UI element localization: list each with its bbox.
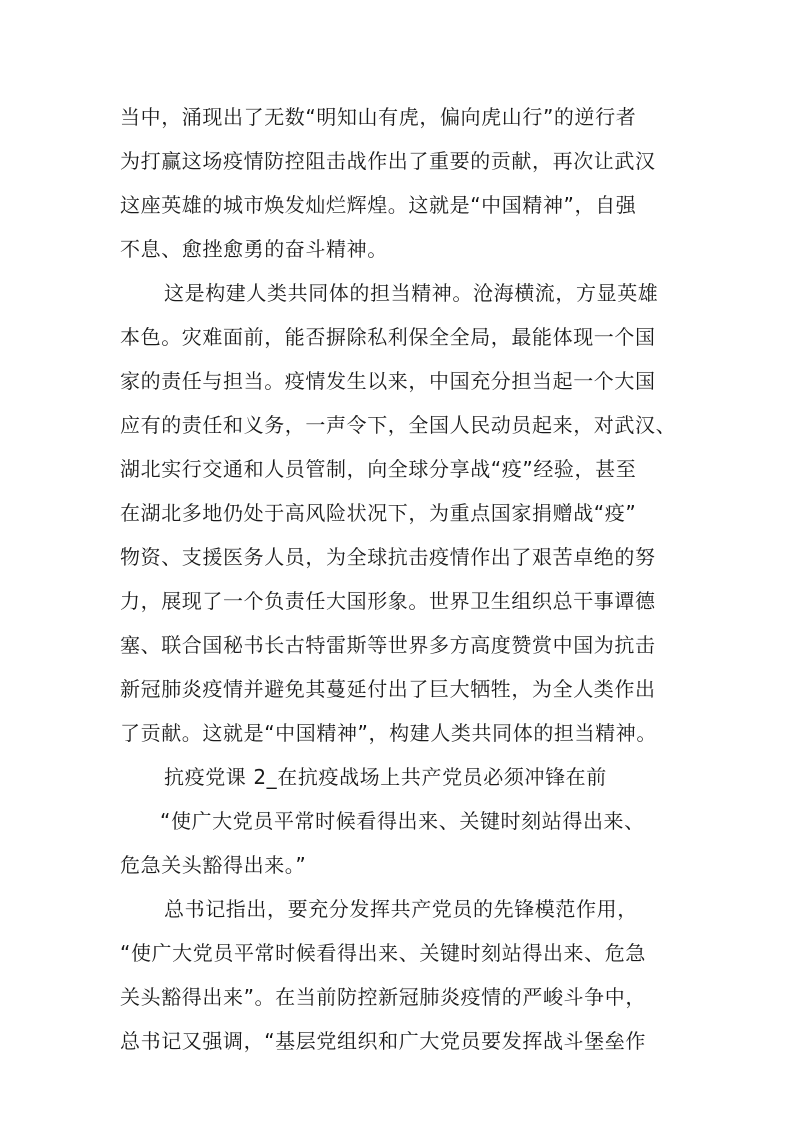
section-heading: 抗疫党课 2_在抗疫战场上共产党员必须冲锋在前 [164,765,607,789]
text-line: “使广大党员平常时候看得出来、关键时刻站得出来、危急 [120,941,646,965]
text-line: 塞、联合国秘书长古特雷斯等世界多方高度赞赏中国为抗击 [120,633,656,657]
quote-line: “使广大党员平常时候看得出来、关键时刻站得出来、 [160,809,645,833]
text-line: 在湖北多地仍处于高风险状况下，为重点国家捐赠战“疫” [120,501,637,525]
text-line: 了贡献。这就是“中国精神”，构建人类共同体的担当精神。 [120,721,657,745]
text-line: 新冠肺炎疫情并避免其蔓延付出了巨大牺牲，为全人类作出 [120,677,656,701]
text-line: 湖北实行交通和人员管制，向全球分享战“疫”经验，甚至 [120,457,637,481]
text-line: 关头豁得出来”。在当前防控新冠肺炎疫情的严峻斗争中， [120,985,646,1009]
text-line: 总书记又强调，“基层党组织和广大党员要发挥战斗堡垒作 [120,1029,646,1053]
text-line: 应有的责任和义务，一声令下，全国人民动员起来，对武汉、 [120,413,677,437]
paragraph-start-line: 这是构建人类共同体的担当精神。沧海横流，方显英雄 [164,281,659,305]
text-line: 为打赢这场疫情防控阻击战作出了重要的贡献，再次让武汉 [120,149,656,173]
text-line: 物资、支援医务人员，为全球抗击疫情作出了艰苦卓绝的努 [120,545,656,569]
text-line: 家的责任与担当。疫情发生以来，中国充分担当起一个大国 [120,369,656,393]
text-line: 力，展现了一个负责任大国形象。世界卫生组织总干事谭德 [120,589,656,613]
text-line: 当中，涌现出了无数“明知山有虎，偏向虎山行”的逆行者 [120,105,637,129]
body-text [120,95,690,1063]
paragraph-start-line: 总书记指出，要充分发挥共产党员的先锋模范作用， [164,897,638,921]
text-line: 本色。灾难面前，能否摒除私利保全全局，最能体现一个国 [120,325,656,349]
quote-line: 危急关头豁得出来。” [120,853,307,877]
text-line: 这座英雄的城市焕发灿烂辉煌。这就是“中国精神”，自强 [120,193,637,217]
text-line: 不息、愈挫愈勇的奋斗精神。 [120,237,388,261]
